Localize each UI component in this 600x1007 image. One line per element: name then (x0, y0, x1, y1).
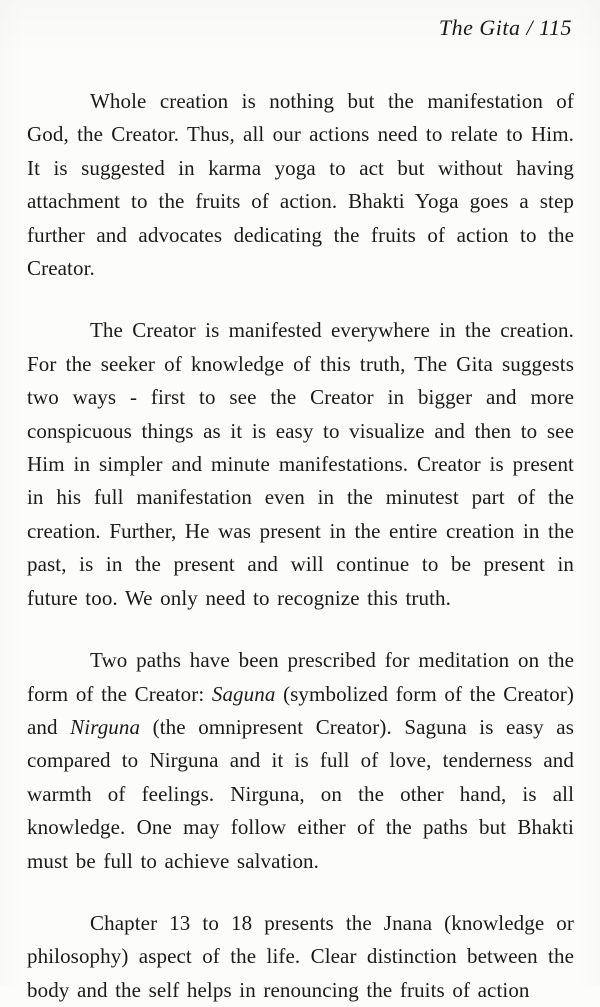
text-segment: Two paths have been prescribed for meditation on the form of the Creator: (27, 648, 574, 706)
italic-term: Saguna (211, 681, 276, 706)
italic-term: Nirguna (70, 714, 141, 739)
running-header: The Gita / 115 (438, 15, 572, 40)
paragraph (27, 314, 574, 615)
text-segment: Chapter 13 to 18 presents the Jnana (knowledge or philosophy) aspect of the life. Clear distinction between the body and the self helps in renouncing the fruits of action (27, 910, 574, 1002)
text-segment: The Creator is manifested everywhere in the creation. For the seeker of knowledge of this truth, The Gita suggests two ways - first to see the Creator in bigger and more conspicuous things as it is easy to visualize and then to see Him in simpler and minute manifestations. Creator is present in his full manifestation even in the minutest part of the creation. Further, He was present in the entire creation in the past, is in the present and will continue to be present in future too. We only need to recognize this truth. (27, 318, 574, 610)
text-segment: Whole creation is nothing but the manifestation of God, the Creator. Thus, all our actions need to relate to Him. It is suggested in karma yoga to act but without having attachment to the fruits of action. Bhakti Yoga goes a step further and advocates dedicating the fruits of action to the Creator. (27, 89, 574, 281)
paragraph (27, 644, 574, 878)
paragraph (27, 907, 574, 1007)
paragraph (27, 85, 574, 285)
text-segment: (symbolized form of the Creator) and (27, 681, 574, 739)
page-body-text (27, 85, 574, 1007)
text-segment: (the omnipresent Creator). Saguna is easy as compared to Nirguna and it is full of love, tenderness and warmth of feelings. Nirguna, on the other hand, is all knowledge. One may follow either of the paths but Bhakti must be full to achieve salvation. (27, 714, 574, 873)
